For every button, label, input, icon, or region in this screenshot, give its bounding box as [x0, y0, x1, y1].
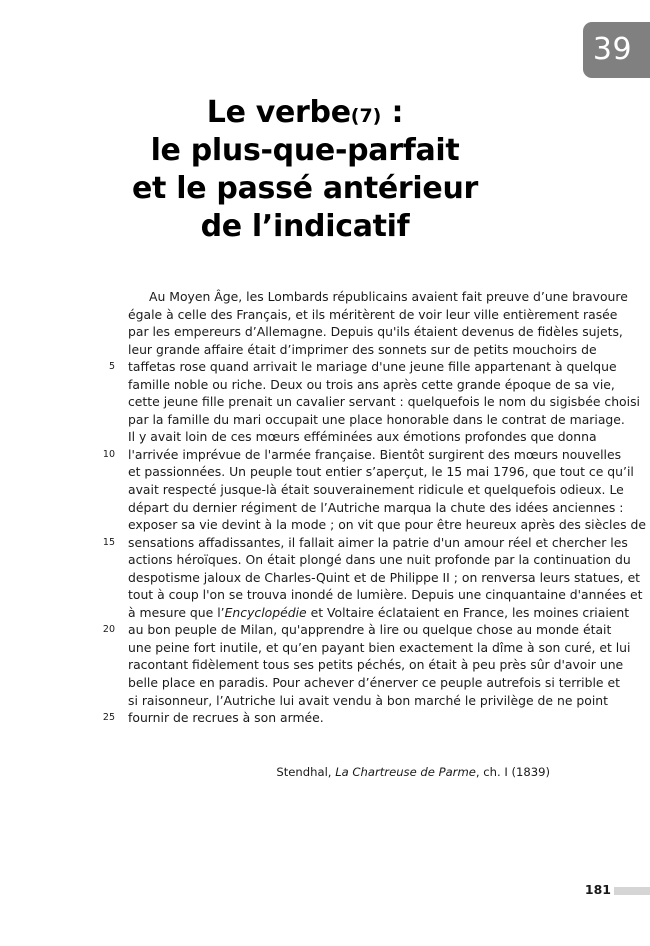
excerpt-text-segment: Au Moyen Âge, les Lombards républicains avaient fait preuve d’une bravoure [149, 289, 628, 304]
page-footer [0, 883, 650, 897]
excerpt-text-segment: taffetas rose quand arrivait le mariage d'une jeune fille appartenant à quelque [128, 359, 617, 375]
excerpt-text-segment: Il y avait loin de ces mœurs efféminées aux émotions profondes que donna [128, 429, 597, 445]
excerpt-line [128, 323, 623, 341]
excerpt-text-segment: belle place en paradis. Pour achever d’énerver ce peuple autrefois si terrible et [128, 675, 620, 691]
excerpt-line [102, 446, 622, 464]
chapter-number: 39 [592, 32, 633, 67]
excerpt-text-segment: fournir de recrues à son armée. [128, 710, 324, 726]
excerpt-text-segment: sensations affadissantes, il fallait aimer la patrie d'un amour réel et chercher les [128, 534, 628, 550]
excerpt-text-segment: une peine fort inutile, et qu’en payant bien exactement la dîme à son curé, et lui [128, 639, 631, 655]
title-line-2: le plus-que-parfait [150, 133, 460, 169]
footer-rule [614, 887, 650, 895]
excerpt-line [128, 692, 608, 710]
excerpt-line [128, 306, 618, 324]
excerpt-text-segment: par la famille du mari occupait une place honorable dans le contrat de mariage. [128, 411, 625, 427]
page-title [60, 94, 550, 246]
excerpt-line [128, 604, 630, 622]
excerpt-line [102, 621, 612, 639]
excerpt-line [128, 393, 640, 411]
line-number: 10 [102, 448, 115, 460]
excerpt-text-segment: exposer sa vie devint à la mode ; on vit que pour être heureux après des siècles de [128, 517, 647, 533]
excerpt-line [102, 534, 628, 552]
excerpt-text-segment: et passionnées. Un peuple tout entier s’aperçut, le 15 mai 1796, que tout ce qu’il [128, 464, 634, 480]
italic-title-text: Encyclopédie [224, 604, 307, 620]
excerpt-line [128, 428, 597, 446]
title-line-4: de l’indicatif [200, 209, 410, 245]
line-number: 20 [102, 624, 115, 636]
attribution-reference: , ch. I (1839) [475, 765, 550, 779]
excerpt-line [128, 656, 624, 674]
excerpt-line [128, 376, 615, 394]
excerpt-text-segment: actions héroïques. On était plongé dans une nuit profonde par la continuation du [128, 552, 631, 568]
title-superscript: (7) [350, 105, 382, 128]
excerpt-text-segment: départ du dernier régiment de l’Autriche marqua la chute des idées anciennes : [128, 499, 624, 515]
excerpt-line [128, 411, 625, 429]
excerpt-text-segment: l'arrivée imprévue de l'armée française. Bientôt surgirent des mœurs nouvelles [128, 446, 622, 462]
excerpt-text-segment: leur grande affaire était d’imprimer des sonnets sur de petits mouchoirs de [128, 341, 597, 357]
excerpt-text-segment: avait respecté jusque-là était souverainement ridicule et quelquefois odieux. Le [128, 482, 624, 498]
title-line-1-text: Le verbe [206, 95, 351, 131]
excerpt-text-segment: si raisonneur, l’Autriche lui avait vendu à bon marché le privilège de ne point [128, 692, 608, 708]
excerpt-line [102, 709, 550, 727]
excerpt-text-segment: tout à coup l'on se trouva inondé de lumière. Depuis une cinquantaine d'années et [128, 587, 643, 603]
excerpt-line [108, 358, 617, 376]
line-number: 15 [102, 536, 115, 548]
excerpt-text-segment: à mesure que l’ [128, 604, 225, 620]
line-number: 25 [102, 712, 115, 724]
excerpt-line [128, 674, 620, 692]
excerpt-text-segment: égale à celle des Français, et ils méritèrent de voir leur ville entièrement rasée [128, 306, 618, 322]
excerpt-line [128, 551, 631, 569]
title-line-1 [60, 94, 550, 132]
excerpt-line [128, 288, 628, 306]
title-colon: : [391, 95, 404, 131]
excerpt-text-segment: par les empereurs d’Allemagne. Depuis qu'ils étaient devenus de fidèles sujets, [128, 324, 623, 340]
excerpt-text-segment: famille noble ou riche. Deux ou trois ans après cette grande époque de sa vie, [128, 376, 615, 392]
excerpt-line [128, 499, 624, 517]
excerpt-line [128, 481, 624, 499]
footer-page-number: 181 [584, 882, 611, 897]
excerpt-line [128, 516, 647, 534]
attribution-author: Stendhal, [276, 765, 336, 779]
excerpt-text-segment: au bon peuple de Milan, qu'apprendre à lire ou quelque chose au monde était [128, 622, 612, 638]
excerpt-line [128, 569, 641, 587]
title-line-3: et le passé antérieur [132, 171, 478, 207]
source-attribution [128, 765, 550, 779]
line-number: 5 [108, 361, 115, 373]
excerpt-text-segment: cette jeune fille prenait un cavalier servant : quelquefois le nom du sigisbée choisi [128, 394, 640, 410]
chapter-number-badge [583, 22, 650, 78]
excerpt-text [102, 288, 647, 727]
excerpt-line [128, 341, 597, 359]
excerpt-text-segment: et Voltaire éclataient en France, les moines criaient [306, 604, 630, 620]
excerpt-line [128, 586, 643, 604]
excerpt-text-segment: racontant fidèlement tous ses petits péchés, on était à peu près sûr d'avoir une [128, 657, 624, 673]
excerpt-text-segment: despotisme jaloux de Charles-Quint et de Philippe II ; on renversa leurs statues, et [128, 569, 641, 585]
excerpt-line [128, 639, 631, 657]
attribution-work-title: La Chartreuse de Parme [335, 765, 476, 779]
excerpt-line [128, 463, 634, 481]
